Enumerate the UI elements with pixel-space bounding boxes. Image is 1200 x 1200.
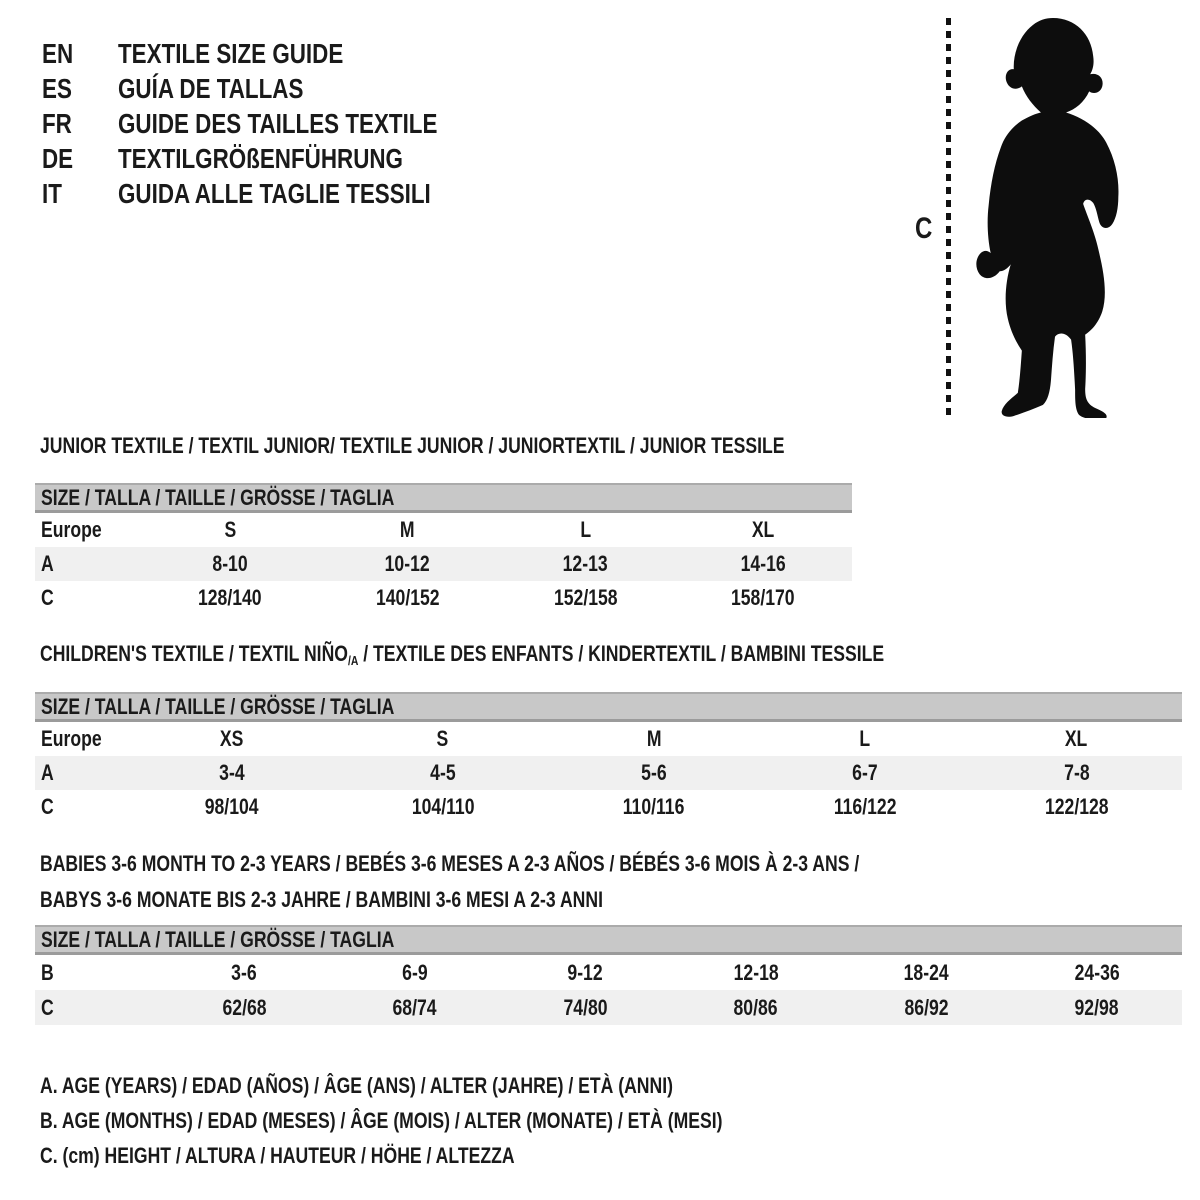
babies-section-title: BABIES 3-6 MONTH TO 2-3 YEARS / BEBÉS 3-6 MESES A 2-3 AÑOS / BÉBÉS 3-6 MOIS À 2-3 ANS / BABYS 3-6 MONATE BIS 2-3 JAHRE / BAMBINI 3-6 MESI A 2-3 ANNI: [40, 851, 860, 912]
months-value: 24-36: [1074, 959, 1120, 985]
babies-size-table: [35, 925, 1182, 1025]
months-value: 3-6: [231, 959, 257, 985]
language-row-fr: [42, 106, 517, 141]
toddler-silhouette-shape: [976, 18, 1118, 418]
size-column-header: S: [436, 726, 449, 751]
height-value: 122/128: [1044, 794, 1109, 819]
language-code: EN: [42, 37, 74, 69]
legend-line-c: C. (cm) HEIGHT / ALTURA / HAUTEUR / HÖHE / ALTEZZA: [40, 1142, 515, 1168]
height-measure-label: C: [915, 212, 933, 245]
language-code: IT: [42, 177, 62, 209]
nino-a-subscript: /A: [347, 653, 359, 668]
size-header-bar: SIZE / TALLA / TAILLE / GRÖSSE / TAGLIA: [35, 925, 1182, 955]
size-column-header: L: [579, 517, 591, 542]
guide-title-fr: GUIDE DES TAILLES TEXTILE: [118, 107, 438, 139]
table-row-age: [35, 756, 1182, 790]
row-label: Europe: [41, 726, 102, 751]
children-section-title: CHILDREN'S TEXTILE / TEXTIL $NIÑO_{/A}$ / TEXTILE DES ENFANTS / KINDERTEXTIL / BAMBINI TESSILE: [40, 641, 885, 668]
size-column-header: L: [859, 726, 871, 751]
size-column-header: S: [224, 517, 236, 542]
height-value: 140/152: [375, 585, 440, 610]
language-code: ES: [42, 72, 72, 104]
height-value: 128/140: [198, 585, 262, 610]
table-row-europe: [35, 722, 1182, 756]
height-value: 68/74: [392, 994, 437, 1020]
row-label: C: [41, 794, 54, 819]
age-value: 6-7: [852, 760, 878, 785]
age-value: 7-8: [1063, 760, 1090, 785]
language-code: FR: [42, 107, 72, 139]
age-value: 3-4: [218, 760, 245, 785]
row-label: A: [41, 551, 54, 576]
height-measure-dashed-line: [946, 18, 951, 416]
table-row-height: [35, 790, 1182, 824]
size-header-bar: SIZE / TALLA / TAILLE / GRÖSSE / TAGLIA: [35, 692, 1182, 722]
junior-section-title: JUNIOR TEXTILE / TEXTIL JUNIOR/ TEXTILE JUNIOR / JUNIORTEXTIL / JUNIOR TESSILE: [40, 433, 785, 458]
size-column-header: M: [400, 517, 415, 542]
height-value: 62/68: [222, 994, 267, 1020]
age-value: 10-12: [385, 551, 431, 576]
row-label: A: [41, 760, 54, 785]
table-row-height: [35, 990, 1182, 1025]
table-row-height: [35, 581, 852, 615]
height-value: 152/158: [553, 585, 618, 610]
toddler-silhouette-icon: [966, 16, 1138, 418]
row-label: B: [41, 959, 54, 985]
age-value: 8-10: [212, 551, 248, 576]
size-column-header: M: [646, 726, 662, 751]
size-column-header: XL: [751, 517, 775, 542]
age-value: 12-13: [562, 551, 608, 576]
guide-title-es: GUÍA DE TALLAS: [118, 72, 304, 104]
size-column-header: XL: [1065, 726, 1088, 751]
size-column-header: XS: [219, 726, 244, 751]
row-label: C: [41, 994, 54, 1020]
age-value: 4-5: [430, 760, 456, 785]
height-value: 104/110: [411, 794, 475, 819]
legend-line-a: A. AGE (YEARS) / EDAD (AÑOS) / ÂGE (ANS) / ALTER (JAHRE) / ETÀ (ANNI): [40, 1072, 673, 1098]
row-label: C: [41, 585, 54, 610]
guide-title-it: GUIDA ALLE TAGLIE TESSILI: [118, 177, 431, 209]
table-row-europe: [35, 513, 852, 547]
table-row-months: [35, 955, 1182, 990]
months-value: 9-12: [567, 959, 603, 985]
height-value: 92/98: [1074, 994, 1119, 1020]
language-row-es: [42, 71, 517, 106]
size-header-bar: SIZE / TALLA / TAILLE / GRÖSSE / TAGLIA: [35, 483, 852, 513]
language-title-list: [42, 36, 517, 211]
height-value: 98/104: [204, 794, 259, 819]
height-value: 110/116: [623, 794, 685, 819]
children-size-table: [35, 692, 1182, 824]
age-value: 14-16: [740, 551, 786, 576]
language-row-it: [42, 176, 517, 211]
height-value: 74/80: [563, 994, 608, 1020]
language-row-en: [42, 36, 517, 71]
measure-legend: [40, 1068, 893, 1173]
age-value: 5-6: [641, 760, 667, 785]
height-value: 116/122: [833, 794, 897, 819]
height-value: 86/92: [904, 994, 949, 1020]
height-value: 80/86: [733, 994, 778, 1020]
language-code: DE: [42, 142, 74, 174]
months-value: 18-24: [903, 959, 949, 985]
junior-size-table: [35, 483, 852, 615]
guide-title-de: TEXTILGRÖßENFÜHRUNG: [118, 142, 403, 174]
months-value: 6-9: [402, 959, 428, 985]
months-value: 12-18: [733, 959, 779, 985]
table-row-age: [35, 547, 852, 581]
row-label: Europe: [41, 517, 102, 542]
language-row-de: [42, 141, 517, 176]
guide-title-en: TEXTILE SIZE GUIDE: [118, 37, 344, 69]
height-value: 158/170: [731, 585, 795, 610]
legend-line-b: B. AGE (MONTHS) / EDAD (MESES) / ÂGE (MOIS) / ALTER (MONATE) / ETÀ (MESI): [40, 1107, 723, 1133]
